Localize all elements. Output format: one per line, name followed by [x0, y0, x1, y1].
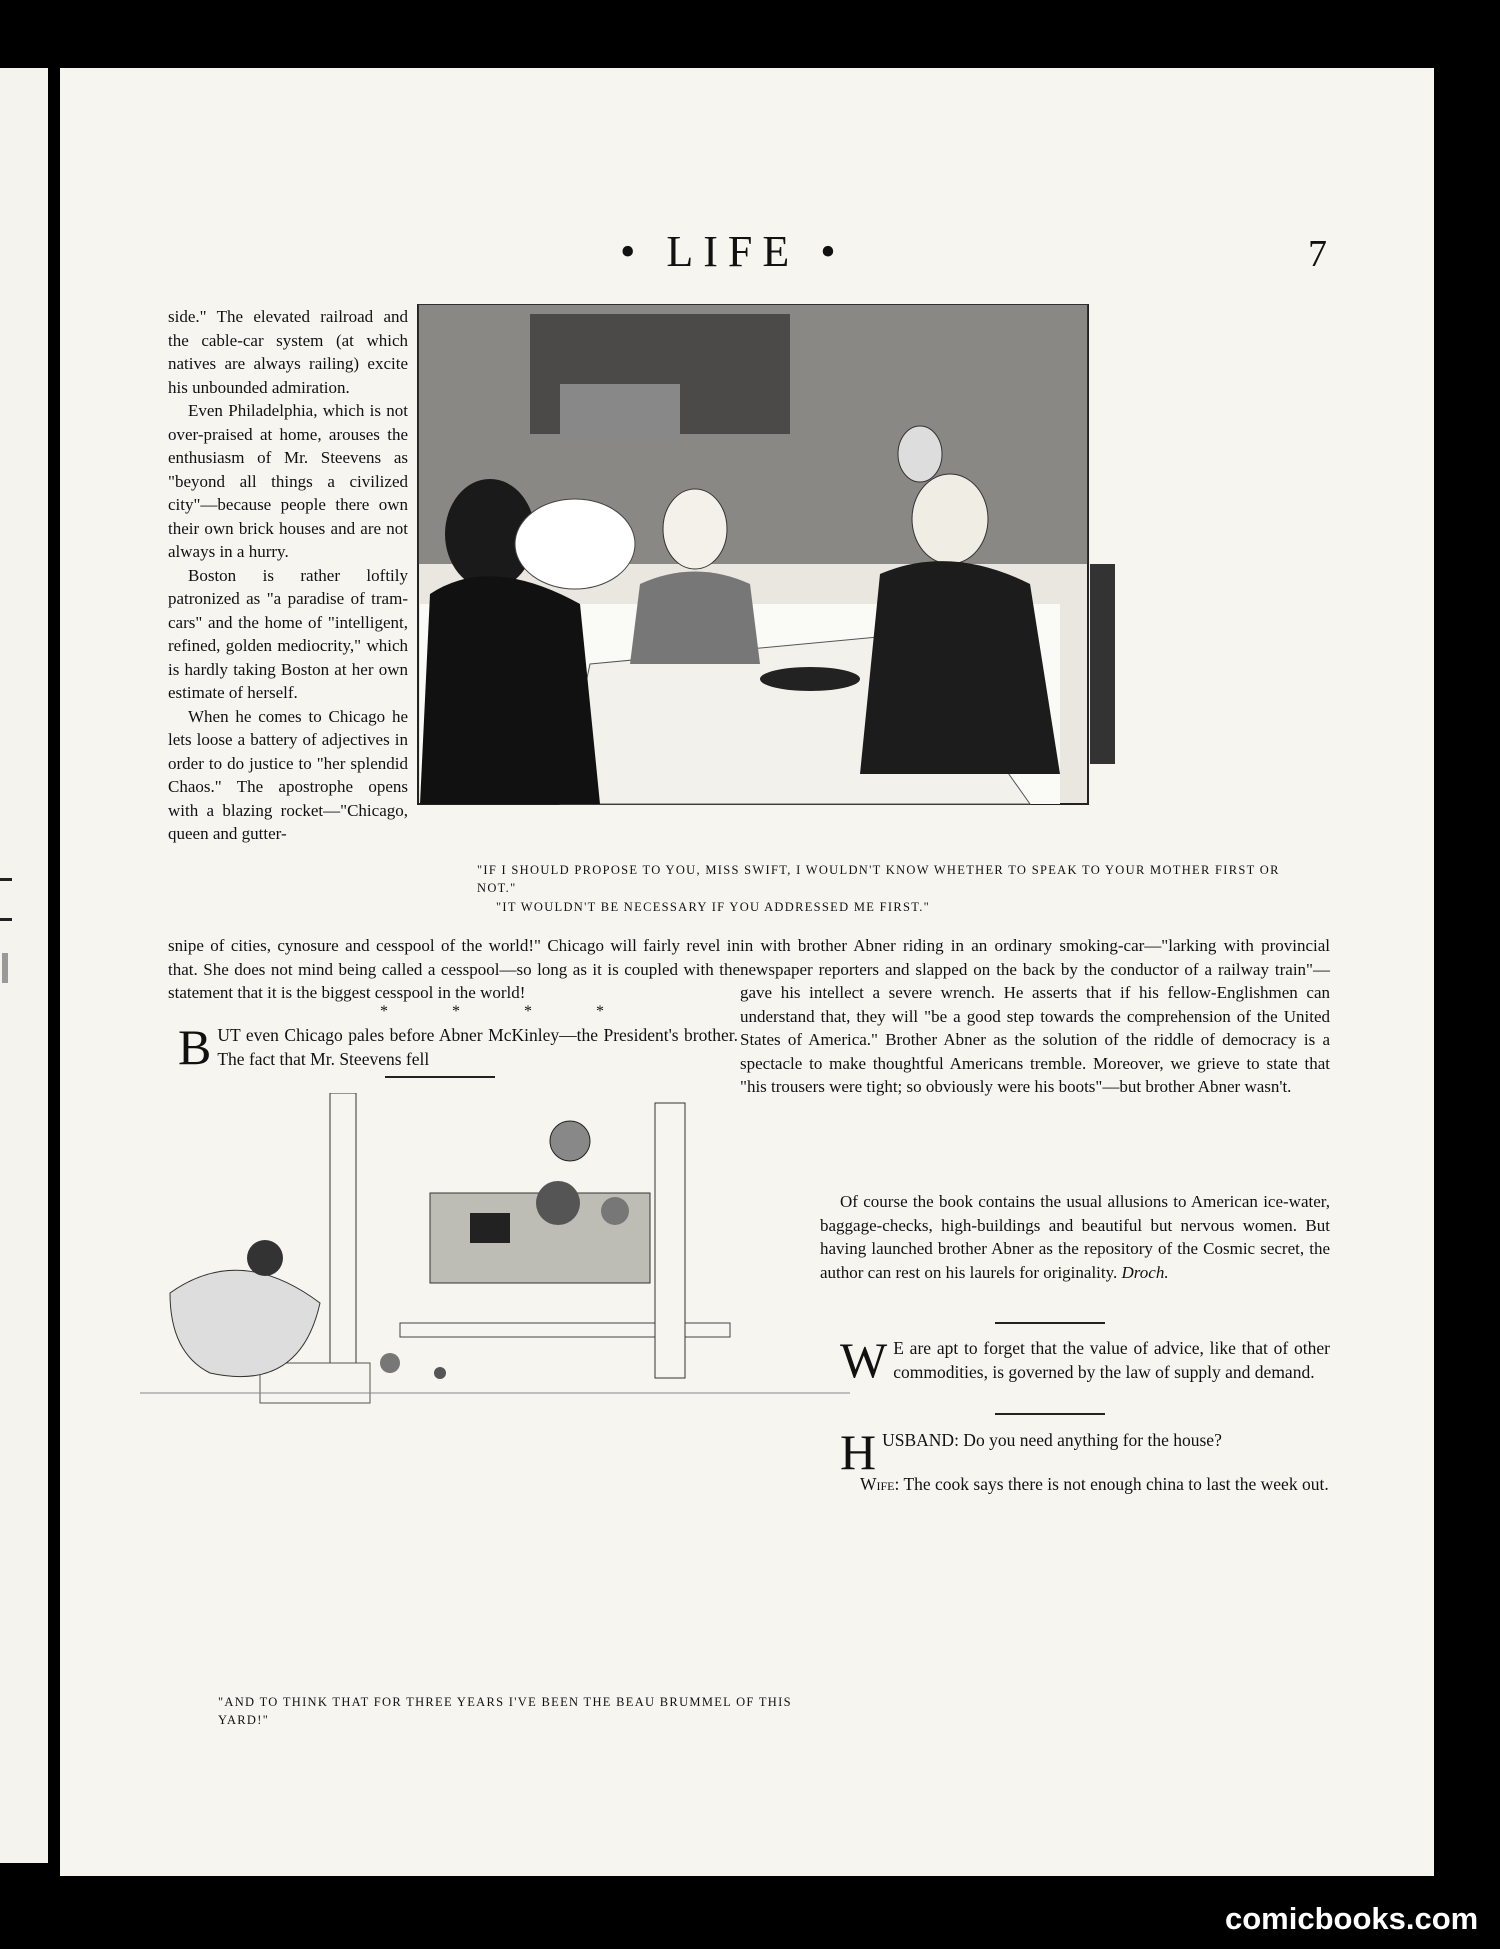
divider — [385, 1076, 495, 1078]
masthead-title: • LIFE • — [620, 227, 846, 276]
top-illustration-caption-1: "IF I SHOULD PROPOSE TO YOU, MISS SWIFT, I WOULDN'T KNOW WHETHER TO SPEAK TO YOUR MOTHER FIRST OR NOT." — [477, 863, 1280, 895]
dropcap-b: B — [178, 1019, 212, 1075]
page-number: 7 — [1308, 233, 1327, 275]
site-watermark: comicbooks.com — [1225, 1901, 1479, 1936]
husband-line: USBAND: Do you need anything for the house? — [882, 1430, 1222, 1450]
paragraph-4: When he comes to Chicago he lets loose a battery of adjectives in order to do justice to "her splendid Chaos." The apostrophe opens with a blazing rocket—"Chicago, queen and gutter- — [168, 706, 408, 843]
advice-text: E are apt to forget that the value of advice, like that of other commodities, is governed by the law of supply and demand. — [893, 1338, 1330, 1382]
right-column-text: in with brother Abner riding in an ordinary smoking-car—"larking with provincial newspaper reporters and slapped on the back by the conductor of a railway train"—gave his intellect a severe wrench. He asserts that if his fellow-Englishmen can understand that, they will "be a good step towards the comprehension of the United States of America." Brother Abner as the solution of the riddle of democracy is a spectacle to make thoughtful Americans tremble. Moreover, we grieve to state that "his trousers were tight; so obviously were his boots"—but brother Abner wasn't. — [740, 936, 1330, 1096]
signature: Droch. — [1121, 1262, 1169, 1282]
dropcap-w: W — [840, 1332, 888, 1388]
dropcap-h: H — [840, 1424, 877, 1480]
facing-page-edge — [0, 68, 48, 1863]
left-continuation: snipe of cities, cynosure and cesspool of the world!" Chicago will fairly revel in that. She does not mind being called a cesspool—so long as it is coupled with the statement that it is the biggest cesspool in the world! — [168, 936, 740, 1002]
abner-paragraph — [178, 1019, 738, 1075]
dinner-table-illustration — [410, 304, 1125, 824]
divider — [995, 1413, 1105, 1415]
paragraph-3: Boston is rather loftily patronized as "a paradise of tram-cars" and the home of "intelligent, refined, golden mediocrity," which is hardly taking Boston at her own estimate of herself. — [168, 565, 408, 702]
paragraph-1: side." The elevated railroad and the cable-car system (at which natives are always railing) excite his unbounded admiration. — [168, 307, 408, 397]
dialogue-paragraph — [840, 1424, 1330, 1496]
left-column — [168, 305, 408, 846]
abner-text: UT even Chicago pales before Abner McKinley—the President's brother. The fact that Mr. Steevens fell — [217, 1025, 738, 1069]
facing-page-marks — [0, 878, 14, 1018]
section-stars: * * * * — [380, 1003, 634, 1020]
wife-line-container — [840, 1472, 1330, 1496]
wife-label: Wife: — [860, 1474, 900, 1494]
bottom-illustration-caption: "AND TO THINK THAT FOR THREE YEARS I'VE BEEN THE BEAU BRUMMEL OF THIS YARD!" — [218, 1695, 792, 1727]
divider — [995, 1322, 1105, 1324]
closing-paragraph — [820, 1190, 1330, 1284]
wife-line: The cook says there is not enough china to last the week out. — [903, 1474, 1329, 1494]
rooster-yard-illustration — [90, 1093, 850, 1683]
top-illustration-caption-2: "IT WOULDN'T BE NECESSARY IF YOU ADDRESSED ME FIRST." — [496, 900, 931, 914]
closing-text: Of course the book contains the usual allusions to American ice-water, baggage-checks, high-buildings and beautiful but nervous women. But having launched brother Abner as the repository of the Cosmic secret, the author can rest on his laurels for originality. — [820, 1192, 1330, 1282]
advice-paragraph — [840, 1332, 1330, 1388]
paragraph-2: Even Philadelphia, which is not over-praised at home, arouses the enthusiasm of Mr. Steevens as "beyond all things a civilized city"—because people there own their own brick houses and are not always in a hurry. — [168, 401, 408, 561]
magazine-page — [60, 68, 1434, 1876]
